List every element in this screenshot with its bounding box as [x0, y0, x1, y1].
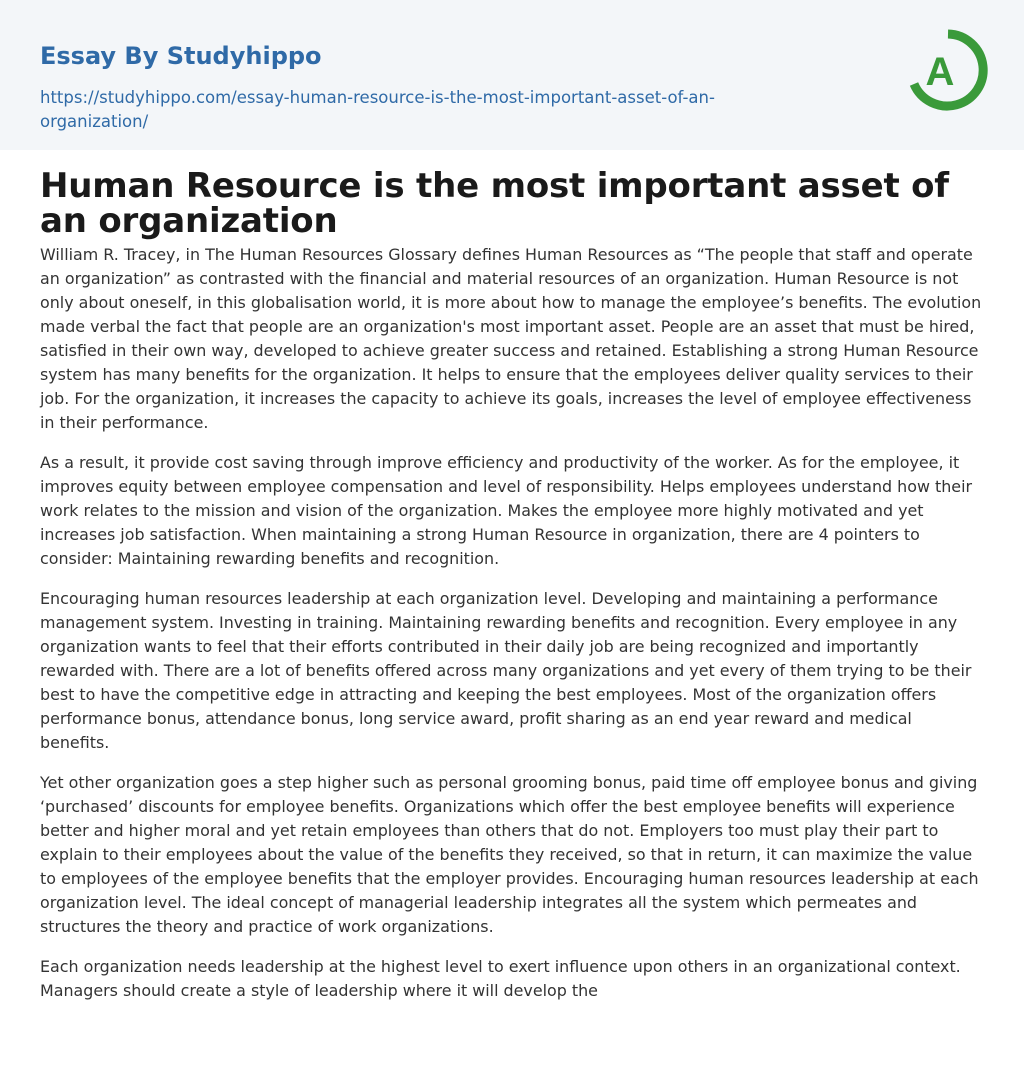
paragraph-3: Encouraging human resources leadership at each organization level. Developing and maintaining a performance management system. Investing in training. Maintaining rewarding benefits and recognition. Every employee in any organization wants to feel that their efforts contributed in their daily job are being recognized and importantly rewarded with. There are a lot of benefits offered across many organizations and yet every of them trying to be their best to have the competitive edge in attracting and keeping the best employees. Most of the organization offers performance bonus, attendance bonus, long service award, profit sharing as an end year reward and medical benefits.	[40, 589, 972, 752]
logo-letter: A	[925, 50, 955, 94]
paragraph-4: Yet other organization goes a step higher such as personal grooming bonus, paid time off employee bonus and giving ‘purchased’ discounts for employee benefits. Organizations which offer the best employee benefits will experience better and higher moral and yet retain employees than others that do not. Employers too must play their part to explain to their employees about the value of the benefits they received, so that in return, it can maximize the value to employees of the employee benefits that the employer provides. Encouraging human resources leadership at each organization level. The ideal concept of managerial leadership integrates all the system which permeates and structures the theory and practice of work organizations.	[40, 773, 979, 936]
paragraph-2: As a result, it provide cost saving through improve efficiency and productivity of the worker. As for the employee, it improves equity between employee compensation and level of responsibility. Helps employees understand how their work relates to the mission and vision of the organization. Makes the employee more highly motivated and yet increases job satisfaction. When maintaining a strong Human Resource in organization, there are 4 pointers to consider: Maintaining rewarding benefits and recognition.	[40, 453, 973, 568]
site-title[interactable]: Essay By Studyhippo	[40, 42, 322, 70]
article-content	[0, 150, 1024, 1003]
paragraph-5: Each organization needs leadership at the highest level to exert influence upon others in an organizational context. Managers should create a style of leadership where it will develop the	[40, 957, 961, 1000]
page-title: Human Resource is the most important asset of an organization	[40, 166, 949, 241]
site-header	[0, 0, 1024, 150]
studyhippo-logo-icon[interactable]	[908, 28, 988, 116]
article-url-link[interactable]: https://studyhippo.com/essay-human-resource-is-the-most-important-asset-of-an-organization/	[40, 88, 715, 131]
paragraph-1: William R. Tracey, in The Human Resources Glossary defines Human Resources as “The people that staff and operate an organization” as contrasted with the financial and material resources of an organization. Human Resource is not only about oneself, in this globalisation world, it is more about how to manage the employee’s benefits. The evolution made verbal the fact that people are an organization's most important asset. People are an asset that must be hired, satisfied in their own way, developed to achieve greater success and retained. Establishing a strong Human Resource system has many benefits for the organization. It helps to ensure that the employees deliver quality services to their job. For the organization, it increases the capacity to achieve its goals, increases the level of employee effectiveness in their performance.	[40, 245, 982, 432]
